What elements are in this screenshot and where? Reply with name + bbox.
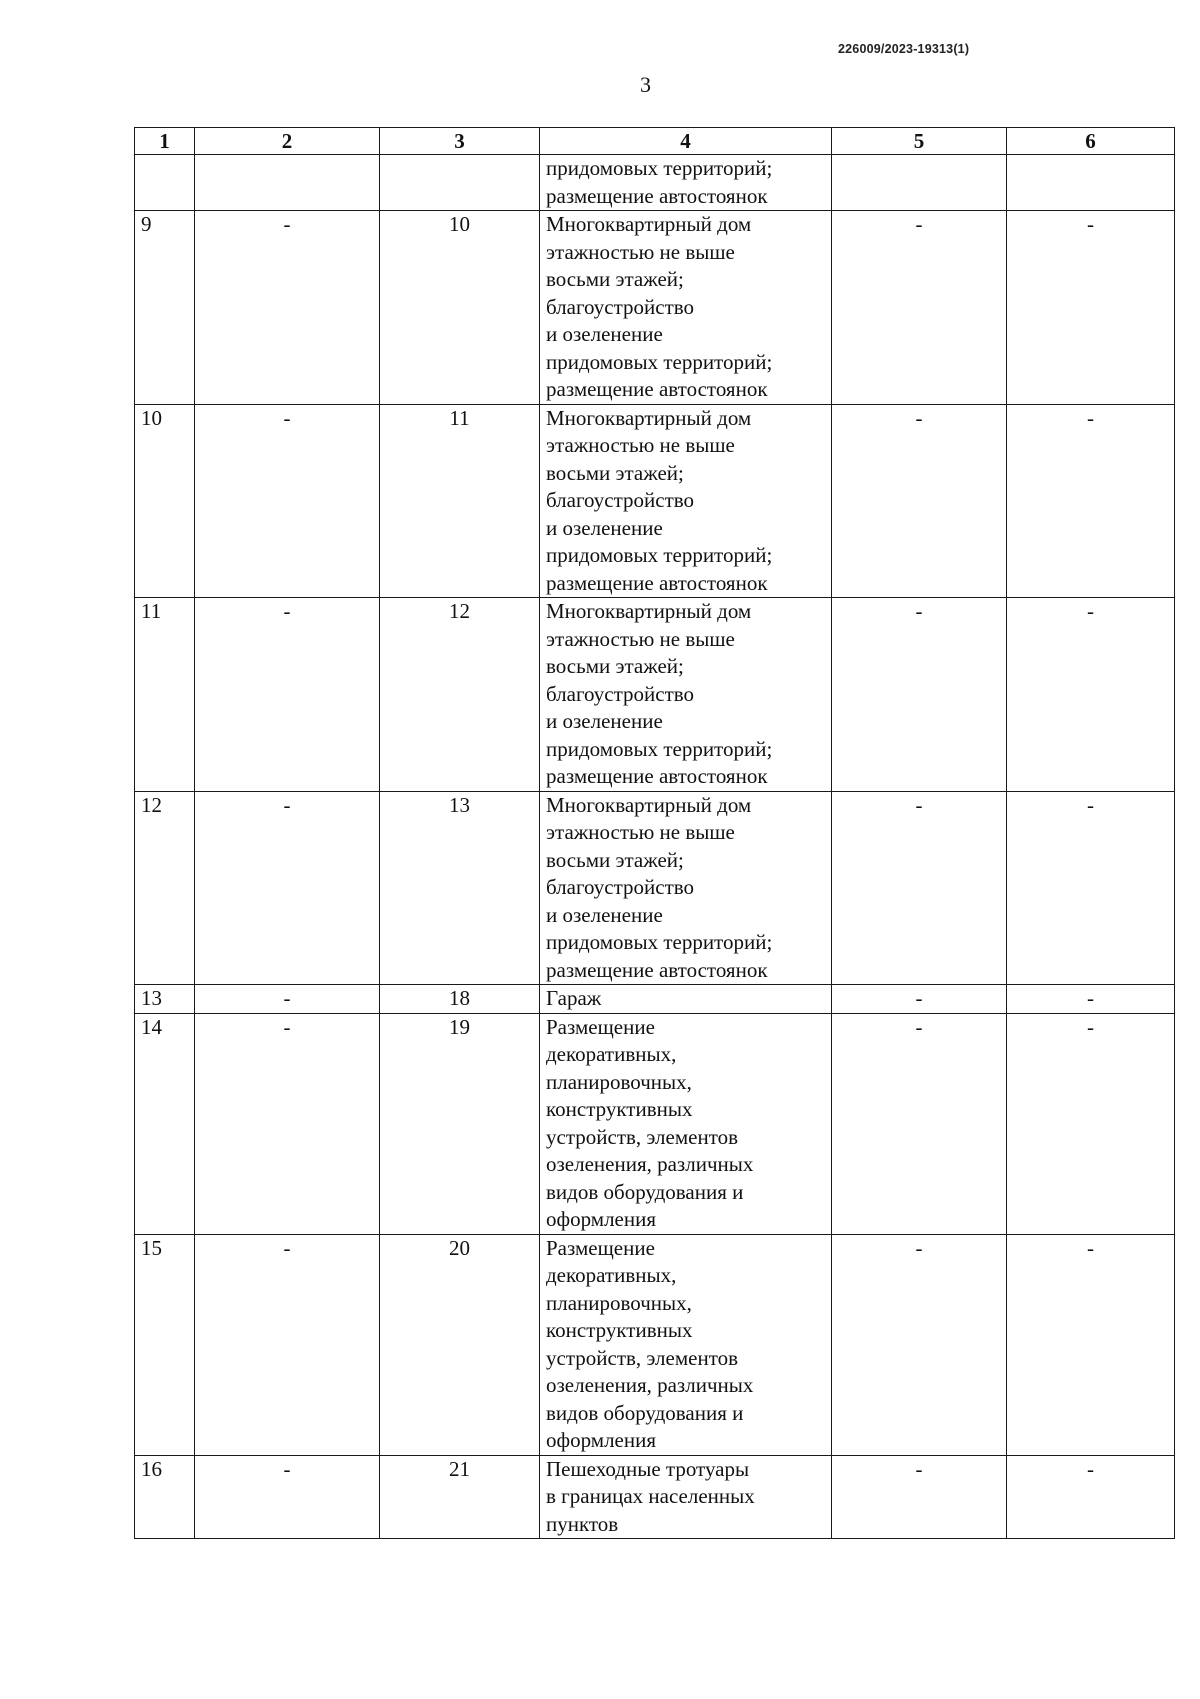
cell-col-2: -: [195, 1455, 380, 1539]
cell-col-6: [1007, 155, 1175, 211]
cell-col-6: -: [1007, 1234, 1175, 1455]
cell-col-2: -: [195, 1013, 380, 1234]
cell-number: [135, 155, 195, 211]
cell-col-6: -: [1007, 1455, 1175, 1539]
document-id: 226009/2023-19313(1): [838, 42, 970, 56]
cell-col-2: -: [195, 1234, 380, 1455]
cell-col-3: 18: [380, 985, 540, 1014]
cell-col-6: -: [1007, 211, 1175, 405]
table-row: [135, 1455, 1175, 1539]
cell-col-6: -: [1007, 791, 1175, 985]
cell-description: Пешеходные тротуары в границах населенных пунктов: [540, 1455, 832, 1539]
header-row: [135, 128, 1175, 155]
cell-col-2: [195, 155, 380, 211]
cell-col-3: [380, 155, 540, 211]
cell-number: 14: [135, 1013, 195, 1234]
cell-description: Размещение декоративных, планировочных, конструктивных устройств, элементов озеленения, различных видов оборудования и оформления: [540, 1013, 832, 1234]
cell-number: 13: [135, 985, 195, 1014]
cell-description: Многоквартирный дом этажностью не выше восьми этажей; благоустройство и озеленение придомовых территорий; размещение автостоянок: [540, 791, 832, 985]
cell-description: Размещение декоративных, планировочных, конструктивных устройств, элементов озеленения, различных видов оборудования и оформления: [540, 1234, 832, 1455]
cell-number: 12: [135, 791, 195, 985]
cell-col-3: 20: [380, 1234, 540, 1455]
cell-number: 15: [135, 1234, 195, 1455]
cell-number: 10: [135, 404, 195, 598]
table-row: [135, 404, 1175, 598]
page-number: 3: [640, 72, 651, 97]
cell-description: Многоквартирный дом этажностью не выше восьми этажей; благоустройство и озеленение придомовых территорий; размещение автостоянок: [540, 211, 832, 405]
table-row: [135, 598, 1175, 792]
cell-col-5: -: [832, 404, 1007, 598]
cell-col-3: 10: [380, 211, 540, 405]
header-col-6: 6: [1007, 128, 1175, 155]
cell-description: Многоквартирный дом этажностью не выше восьми этажей; благоустройство и озеленение придомовых территорий; размещение автостоянок: [540, 598, 832, 792]
cell-col-6: -: [1007, 1013, 1175, 1234]
cell-col-2: -: [195, 404, 380, 598]
cell-col-2: -: [195, 791, 380, 985]
cell-col-5: -: [832, 1013, 1007, 1234]
table-body: [135, 155, 1175, 1539]
cell-col-2: -: [195, 211, 380, 405]
cell-col-5: -: [832, 598, 1007, 792]
table-row: [135, 211, 1175, 405]
cell-col-6: -: [1007, 985, 1175, 1014]
cell-number: 11: [135, 598, 195, 792]
cell-col-5: -: [832, 211, 1007, 405]
cell-col-5: -: [832, 1455, 1007, 1539]
cell-col-3: 21: [380, 1455, 540, 1539]
header-col-5: 5: [832, 128, 1007, 155]
cell-col-6: -: [1007, 404, 1175, 598]
land-use-table: [134, 127, 1175, 1539]
cell-col-3: 12: [380, 598, 540, 792]
cell-col-5: -: [832, 791, 1007, 985]
cell-description: Многоквартирный дом этажностью не выше восьми этажей; благоустройство и озеленение придомовых территорий; размещение автостоянок: [540, 404, 832, 598]
cell-description: Гараж: [540, 985, 832, 1014]
table-row: [135, 1013, 1175, 1234]
cell-col-5: -: [832, 985, 1007, 1014]
cell-col-2: -: [195, 598, 380, 792]
cell-col-3: 11: [380, 404, 540, 598]
cell-col-5: -: [832, 1234, 1007, 1455]
table-row: [135, 791, 1175, 985]
header-col-1: 1: [135, 128, 195, 155]
header-col-3: 3: [380, 128, 540, 155]
table-row: [135, 155, 1175, 211]
cell-col-3: 19: [380, 1013, 540, 1234]
cell-col-5: [832, 155, 1007, 211]
cell-number: 16: [135, 1455, 195, 1539]
table-header: [135, 128, 1175, 155]
table-row: [135, 985, 1175, 1014]
cell-number: 9: [135, 211, 195, 405]
cell-col-2: -: [195, 985, 380, 1014]
cell-col-6: -: [1007, 598, 1175, 792]
header-col-2: 2: [195, 128, 380, 155]
cell-description: придомовых территорий; размещение автостоянок: [540, 155, 832, 211]
table-row: [135, 1234, 1175, 1455]
header-col-4: 4: [540, 128, 832, 155]
cell-col-3: 13: [380, 791, 540, 985]
